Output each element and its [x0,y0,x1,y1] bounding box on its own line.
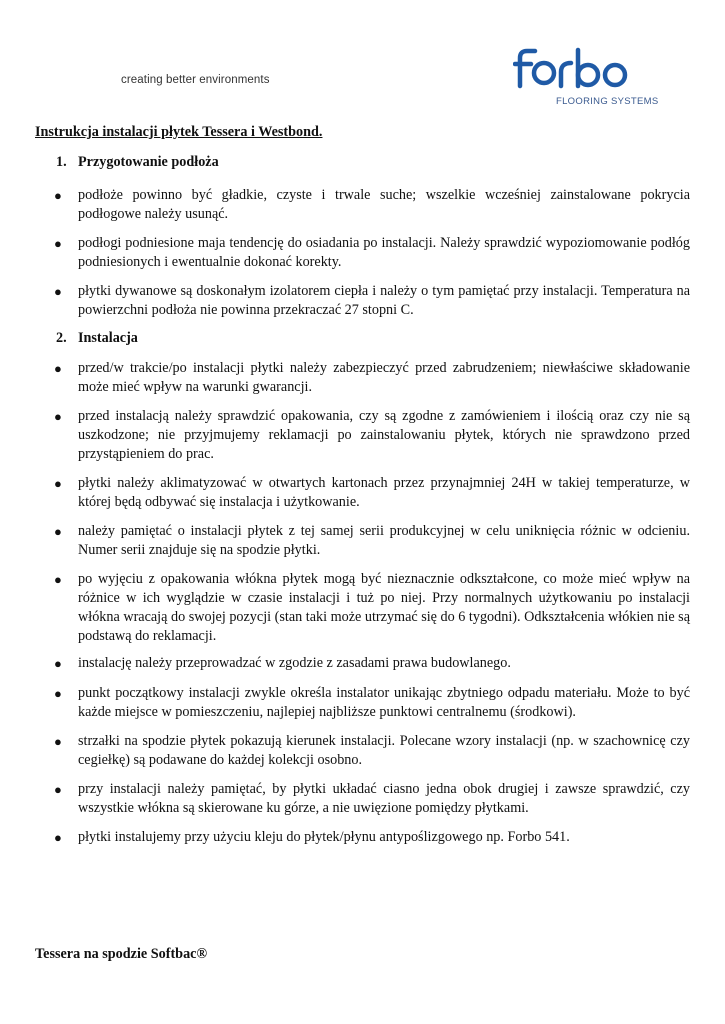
bullet-icon: ● [54,782,62,797]
list-item [54,359,690,397]
list-item-text: przed instalacją należy sprawdzić opakowania, czy są zgodne z zamówieniem i ilością oraz czy nie są uszkodzone; nie przyjmujemy reklamacji po zainstalowaniu płytek, których nie sprawdzono przed przystąpieniem do prac. [78,408,690,462]
bottom-section-heading: Tessera na spodzie Softbac® [35,946,208,962]
list-item-text: przed/w trakcie/po instalacji płytki należy zabezpieczyć przed zabrudzeniem; niewłaściwe składowanie może mieć wpływ na warunki gwarancji. [78,360,690,395]
logo-subtitle: FLOORING SYSTEMS [556,96,659,107]
list-item-text: płytki dywanowe są doskonałym izolatorem ciepła i należy o tym pamiętać przy instalacji. Temperatura na powierzchni podłoża nie powinna przekraczać 27 stopni C. [78,283,690,318]
bullet-icon: ● [54,686,62,701]
section-heading-preparation [56,154,219,171]
bullet-icon: ● [54,656,62,671]
list-item-text: przy instalacji należy pamiętać, by płytki układać ciasno jedna obok drugiej i zawsze sprawdzić, czy wszystkie włókna są skierowane ku górze, a nie uwięzione pomiędzy płytkami. [78,781,690,816]
bullet-icon: ● [54,409,62,424]
bullet-icon: ● [54,476,62,491]
bullet-icon: ● [54,188,62,203]
list-item-text: strzałki na spodzie płytek pokazują kierunek instalacji. Polecane wzory instalacji (np. w szachownicę czy cegiełkę) są podawane do każdej kolekcji osobno. [78,733,690,768]
document-title: Instrukcja instalacji płytek Tessera i Westbond. [35,124,323,140]
section-number: 1. [56,154,67,170]
list-item-text: po wyjęciu z opakowania włókna płytek mogą być nieznacznie odkształcone, co może mieć wpływ na różnice w ich wyglądzie w czasie instalacji i tuż po niej. Przy normalnych użytkowaniu po instalacji włókna wracają do swojej pozycji (stan taki może utrzymać się do 6 tygodni). Odkształcenia włókien nie są podstawą do reklamacji. [78,571,690,644]
list-item [54,282,690,320]
section-title: Instalacja [78,330,138,346]
list-item-text: płytki należy aklimatyzować w otwartych kartonach przez przynajmniej 24H w takiej temperaturze, w której będą odbywać się instalacja i użytkowanie. [78,475,690,510]
list-item-text: instalację należy przeprowadzać w zgodzie z zasadami prawa budowlanego. [78,655,511,671]
list-item [54,732,690,770]
list-item [54,522,690,560]
bullet-icon: ● [54,830,62,845]
section-title: Przygotowanie podłoża [78,154,219,170]
list-item [54,684,690,722]
bullet-icon: ● [54,284,62,299]
company-tagline: creating better environments [121,74,270,86]
list-item [54,570,690,646]
list-item [54,186,690,224]
list-item [54,474,690,512]
list-item-text: podłogi podniesione maja tendencję do osiadania po instalacji. Należy sprawdzić wypoziomowanie podłóg podniesionych i ewentualnie dokonać korekty. [78,235,690,270]
list-item-text: podłoże powinno być gładkie, czyste i trwale suche; wszelkie wcześniej zainstalowane pokrycia podłogowe należy usunąć. [78,187,690,222]
list-item [54,828,690,847]
list-item-text: płytki instalujemy przy użyciu kleju do płytek/płynu antypoślizgowego np. Forbo 541. [78,829,570,845]
bullet-icon: ● [54,572,62,587]
list-item [54,407,690,464]
bullet-icon: ● [54,361,62,376]
bullet-icon: ● [54,524,62,539]
list-item [54,234,690,272]
list-item-text: należy pamiętać o instalacji płytek z tej samej serii produkcyjnej w celu uniknięcia różnic w odcieniu. Numer serii znajduje się na spodzie płytki. [78,523,690,558]
section-number: 2. [56,330,67,346]
list-item [54,780,690,818]
list-item-text: punkt początkowy instalacji zwykle określa instalator unikając zbytniego odpadu materiału. Może to być każde miejsce w pomieszczeniu, najlepiej najbliższe punktowi centralnemu (środkowi). [78,685,690,720]
section-heading-installation [56,330,138,347]
bullet-icon: ● [54,236,62,251]
list-item [54,654,690,673]
bullet-icon: ● [54,734,62,749]
